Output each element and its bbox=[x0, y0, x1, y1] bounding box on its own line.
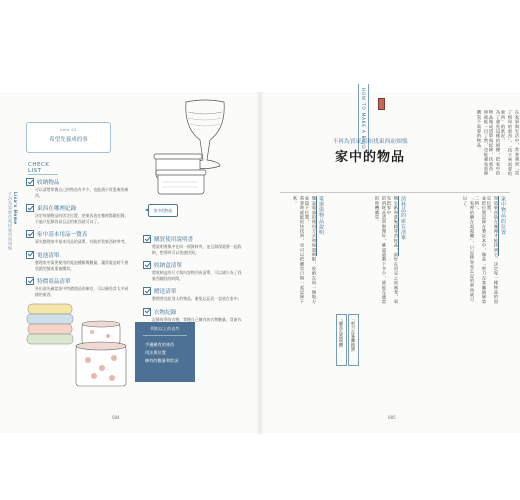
page-number-left: 084 bbox=[112, 415, 120, 420]
item-body: 決定每個物品的固定位置，把東西放在哪裡都做紀錄，不過只紀錄容易忘記的東西就可以了。 bbox=[35, 213, 129, 224]
item-title: 購買使用說明書 bbox=[154, 237, 194, 243]
section-subtitle: 不再為買東西和找東西而煩惱 bbox=[332, 139, 408, 145]
towel-stack-illustration bbox=[24, 300, 76, 350]
intro-column: 為了避免這樣的困擾，把家中的物品做成清單與紀錄，找東西 bbox=[489, 110, 501, 176]
checklist-item bbox=[26, 204, 130, 224]
item-body: 外出前先確認家中特價商品的庫存，可以避免買太多同樣的東西。 bbox=[35, 286, 129, 297]
item-body: 記錄每季的衣物，掌握自己擁有的衣物數量，買新衣 bbox=[152, 316, 242, 322]
body-column: 像是電器的使用方式和保證期限，收納在同一個地方並寫下位置， bbox=[305, 196, 317, 304]
item-title: 收納物品 bbox=[37, 180, 60, 186]
intro-column: 時就能一目了然，也能避免重複購買不需要的物品。 bbox=[477, 110, 489, 176]
note-number: note 02 bbox=[60, 128, 77, 132]
body-column: 需要時就能很快找到，也可以把購買日期一起記錄下來。 bbox=[293, 196, 305, 304]
item-title: 特價商品清單 bbox=[37, 279, 71, 286]
item-title: 衣物紀錄 bbox=[154, 309, 177, 316]
section-heading: 家中物品的位置 bbox=[498, 196, 507, 256]
body-column: 的消耗品清單整理好，確認還剩下多少，就能在適當的時機購買。 bbox=[375, 196, 387, 304]
checkbox-icon bbox=[26, 230, 34, 238]
item-title: 家中基本用品一覽表 bbox=[37, 232, 88, 239]
item-title: 東西在哪裡紀錄 bbox=[37, 206, 77, 213]
body-column: 知道東西放在哪裡才能找到它，決定每一樣物品的固定位置， bbox=[487, 196, 499, 304]
book-gutter bbox=[256, 92, 264, 434]
page-number-right: 085 bbox=[388, 415, 396, 420]
summary-card bbox=[135, 322, 195, 382]
side-brand: Lisa's Home bbox=[13, 192, 18, 225]
body-column: 「家裡的藥在電視櫃」，只記錄容易忘記的東西就可以了。 bbox=[463, 196, 475, 302]
checklist-item bbox=[143, 261, 243, 281]
item-body: 事先整理家中基本用品的清單，有助於買東西時參考。 bbox=[35, 239, 129, 245]
storage-box-illustration bbox=[150, 152, 210, 200]
body-column: 並把位置記錄在筆記本中，像是「剪刀在客廳抽屜第二格」、 bbox=[475, 196, 487, 304]
item-body: 將收納盒的尺寸與內容物列成清單，可以減少為了找東西翻找的時間。 bbox=[152, 270, 242, 281]
section-heading: 消耗品的庫存清單 bbox=[398, 196, 407, 256]
series-label: HOW TO MAKE A BUJO bbox=[358, 84, 369, 153]
pencil-icon bbox=[378, 98, 385, 110]
checkbox-icon bbox=[143, 235, 151, 243]
divider bbox=[280, 192, 510, 193]
summary-card-item: 用法與位置 bbox=[145, 350, 166, 355]
checklist-item bbox=[143, 287, 243, 302]
checklist-item bbox=[26, 277, 130, 297]
item-title: 贈送清單 bbox=[154, 289, 177, 296]
checklist-title: CHECK LIST bbox=[28, 162, 58, 175]
note-title: 希望先養成的事 bbox=[49, 137, 88, 143]
side-running-head bbox=[7, 192, 18, 251]
checklist-item bbox=[26, 251, 130, 271]
boxed-example: 「剪刀在客廳抽屜」 bbox=[348, 314, 359, 366]
item-body: 整理家中需要使用的電池種類與數量，讓買電池時不會買錯型號或重複購買。 bbox=[35, 259, 129, 271]
checkbox-icon bbox=[143, 261, 151, 269]
summary-card-title: 例如以上的這些 bbox=[143, 326, 187, 336]
checkbox-icon bbox=[26, 204, 34, 212]
checklist-item bbox=[26, 230, 130, 245]
section-heading: 電器與物品說明 bbox=[316, 196, 325, 256]
item-body: 可以清楚掌握自己的物品有多少，也能減少買重複的東西。 bbox=[35, 187, 129, 198]
summary-card-item: 擁有的數量和狀況 bbox=[145, 358, 179, 363]
checklist-column-b bbox=[143, 235, 243, 334]
item-body: 整理要送給別人的物品，避免忘記而一直放在家中。 bbox=[152, 296, 242, 302]
checkbox-icon bbox=[26, 178, 34, 186]
checklist-item bbox=[143, 235, 243, 255]
note-card bbox=[26, 122, 111, 153]
storage-tins-illustration bbox=[72, 320, 130, 390]
left-page bbox=[0, 92, 260, 434]
right-page bbox=[260, 88, 520, 434]
item-title: 電池清單 bbox=[37, 252, 60, 259]
checkbox-icon bbox=[26, 251, 34, 259]
intro-column: 在家事與生活中，常會遇到「買了相同的東西」、「找不到需要的東西」的狀況。 bbox=[501, 110, 520, 177]
checkbox-icon bbox=[143, 287, 151, 295]
checklist-item bbox=[26, 178, 130, 198]
checklist-column-a bbox=[26, 178, 130, 303]
checkbox-icon bbox=[26, 277, 34, 285]
speech-bubble: 家中的物品 bbox=[148, 204, 178, 217]
boxed-example: 「藥品在電視櫃」 bbox=[336, 314, 347, 366]
item-body: 將說明書集中在同一個資料夾，並且與保證書一起收納，想用時可以快速找到。 bbox=[152, 244, 242, 255]
item-title: 收納盒清單 bbox=[154, 263, 182, 270]
side-text: 不再為買東西和找東西而煩惱 bbox=[8, 192, 13, 251]
checkbox-icon bbox=[143, 308, 151, 316]
summary-card-item: 手邊擁有的東西 bbox=[145, 342, 175, 347]
section-title: 家中的物品 bbox=[334, 150, 405, 165]
body-column: 衛生紙和洗髮精等消耗品，最好在用完之前補充，事先把家中 bbox=[387, 196, 399, 304]
